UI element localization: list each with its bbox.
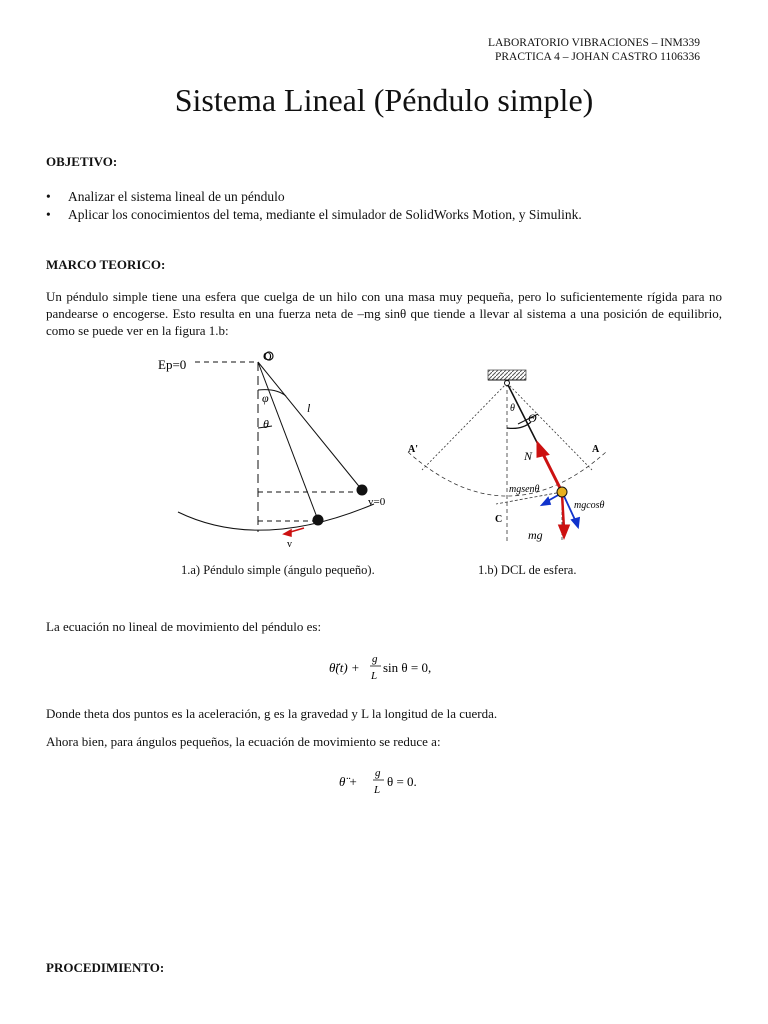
figure-1a-caption: 1.a) Péndulo simple (ángulo pequeño). [181, 563, 375, 577]
objetivo-list [46, 188, 582, 224]
fig-a-label-v0: v=0 [368, 496, 386, 508]
header-line-1: LABORATORIO VIBRACIONES – INM339 [487, 37, 700, 49]
procedimiento-heading: PROCEDIMIENTO: [46, 960, 165, 975]
bullet-icon: • [46, 207, 51, 222]
eq2-denominator: L [374, 784, 381, 796]
eq1-lhs: θ̈(t) + [329, 660, 360, 675]
marco-paragraph: Un péndulo simple tiene una esfera que cuelga de un hilo con una masa muy pequeña, pero lo suficientemente rígida para no pandearse o encogerse. Esto resulta en una fuerza neta de –mg sinθ que tiende a llevar al sistema a una posición de equilibrio, como se puede ver en la figura 1.b: [46, 289, 722, 338]
list-item: • Aplicar los conocimientos del tema, mediante el simulador de SolidWorks Motion, y Simulink. [46, 207, 582, 222]
fig-b-label-theta: θ [510, 403, 515, 414]
objetivo-heading: OBJETIVO: [46, 154, 118, 169]
fig-b-label-n: N [524, 449, 533, 463]
eq1-rhs: sin θ = 0, [383, 660, 432, 675]
eq2-rhs: θ = 0. [387, 774, 417, 789]
small-angle-text: Ahora bien, para ángulos pequeños, la ecuación de movimiento se reduce a: [46, 734, 441, 749]
fig-b-label-a-left: A' [408, 444, 418, 455]
equation-nonlinear [325, 650, 455, 686]
fig-a-label-phi: φ [262, 391, 269, 405]
fig-b-label-mg: mg [528, 528, 543, 542]
figure-1a-pendulum-diagram [150, 346, 400, 556]
fig-a-label-ep: Ep=0 [158, 357, 187, 372]
fig-b-label-mgsen: mgsenθ [509, 484, 540, 495]
fig-b-label-mgcos: mgcosθ [574, 500, 605, 511]
header-line-2: PRACTICA 4 – JOHAN CASTRO 1106336 [494, 51, 700, 63]
figure-1b-free-body-diagram [400, 364, 625, 554]
fig-b-label-theta-upper: Θ [528, 411, 537, 425]
marco-heading: MARCO TEORICO: [46, 257, 166, 272]
eq1-numerator: g [372, 653, 378, 665]
equation-intro-text: La ecuación no lineal de movimiento del péndulo es: [46, 619, 322, 634]
eq2-numerator: g [375, 767, 381, 779]
fig-a-label-o: O [263, 349, 272, 363]
fig-a-label-theta: θ [263, 417, 269, 431]
eq2-lhs: θ̈ + [339, 774, 358, 789]
bullet-icon: • [46, 189, 51, 204]
eq1-denominator: L [371, 670, 378, 682]
fig-b-label-a-right: A [592, 444, 600, 455]
ceiling-support [488, 370, 526, 380]
fig-a-label-v: v [287, 539, 292, 550]
figure-1b-caption: 1.b) DCL de esfera. [478, 563, 577, 577]
equation-linear [335, 764, 435, 800]
document-header [488, 36, 700, 64]
list-item: • Analizar el sistema lineal de un péndulo [46, 189, 285, 204]
fig-a-label-l: l [307, 401, 311, 415]
definition-text: Donde theta dos puntos es la aceleración, g es la gravedad y L la longitud de la cuerda. [46, 706, 498, 721]
page-title: Sistema Lineal (Péndulo simple) [174, 82, 594, 118]
fig-b-label-c: C [495, 514, 503, 525]
